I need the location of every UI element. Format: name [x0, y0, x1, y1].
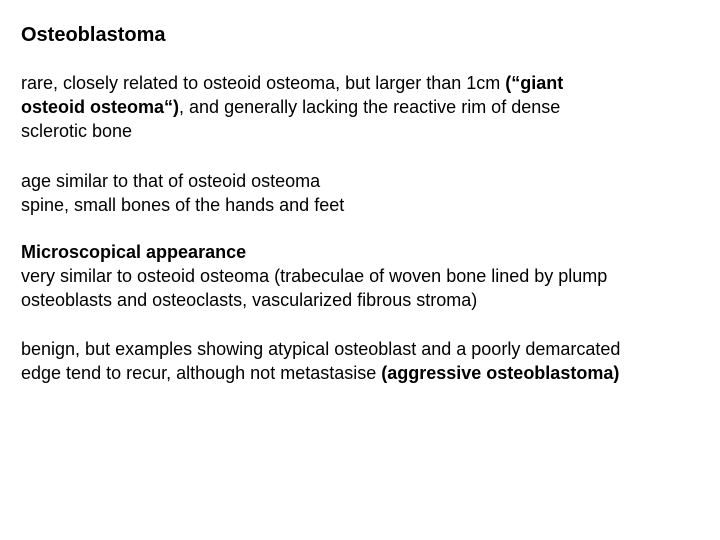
text-line — [21, 71, 563, 95]
text-line — [21, 95, 563, 119]
paragraph-microscopy — [21, 240, 607, 312]
paragraph-definition — [21, 71, 563, 143]
text-line: benign, but examples showing atypical osteoblast and a poorly demarcated — [21, 339, 621, 359]
text-line: very similar to osteoid osteoma (trabeculae of woven bone lined by plump — [21, 266, 608, 286]
text-line: sclerotic bone — [21, 121, 133, 141]
bold-text: (aggressive osteoblastoma) — [381, 363, 620, 383]
text-span: rare, closely related to osteoid osteoma, but larger than 1cm — [21, 73, 506, 93]
text-span: , and generally lacking the reactive rim of dense — [179, 97, 561, 117]
text-line: age similar to that of osteoid osteoma — [21, 171, 321, 191]
text-line: spine, small bones of the hands and feet — [21, 195, 345, 215]
slide-title: Osteoblastoma — [21, 24, 166, 46]
paragraph-behavior — [21, 337, 620, 385]
text-span: edge tend to recur, although not metastasise — [21, 363, 382, 383]
bold-text: (“giant — [505, 73, 564, 93]
paragraph-epidemiology — [21, 169, 344, 217]
section-heading: Microscopical appearance — [21, 242, 247, 262]
text-line: osteoblasts and osteoclasts, vascularized fibrous stroma) — [21, 290, 478, 310]
bold-text: osteoid osteoma“) — [21, 97, 180, 117]
text-line — [21, 361, 620, 385]
